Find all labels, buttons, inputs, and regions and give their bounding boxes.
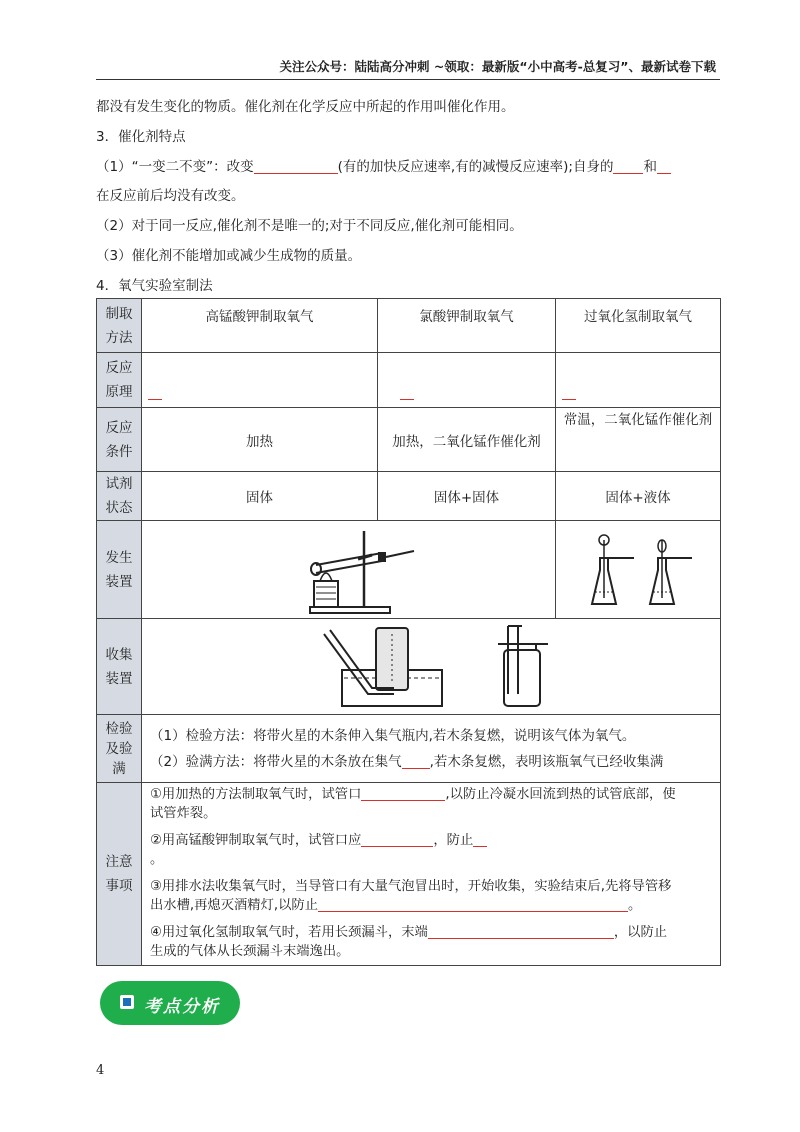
text: 。 [628,898,642,913]
text: ，防止 [433,833,474,848]
row-label: 注意事项 [97,783,142,966]
fill-blank[interactable] [254,159,338,174]
fill-blank[interactable] [318,897,628,912]
text: 和 [643,159,657,175]
section-3-item-2: （2）对于同一反应,催化剂不是唯一的;对于不同反应,催化剂可能相同。 [96,218,523,234]
check-full-line [150,749,712,775]
oxygen-prep-table [96,298,721,966]
notes-cell [142,783,721,966]
text: 出水槽,再熄灭酒精灯,以防止 [150,898,319,913]
table-cell: 加热 [142,408,378,472]
fill-blank[interactable] [428,924,614,939]
check-method-line: （1）检验方法：将带火星的木条伸入集气瓶内,若木条复燃，说明该气体为氧气。 [150,727,636,744]
row-label: 制取方法 [97,299,142,353]
text: ,以防止冷凝水回流到热的试管底部，使 [445,787,676,802]
text: ②用高锰酸钾制取氧气时，试管口应 [150,833,362,848]
row-label: 检验及验满 [97,715,142,783]
table-row [97,472,721,521]
section-3-title: 3．催化剂特点 [96,129,186,145]
fill-blank[interactable] [361,786,445,801]
fill-blank[interactable] [402,754,430,769]
table-row [97,408,721,472]
fill-blank[interactable] [562,397,576,400]
table-cell: 高锰酸钾制取氧气 [142,299,378,353]
fill-blank[interactable] [613,159,643,174]
heating-tube-diagram [292,525,422,615]
row-label: 发生装置 [97,521,142,619]
fill-blank[interactable] [473,832,487,847]
check-methods-cell [142,715,721,783]
table-row [97,715,721,783]
section-3-item-1 [96,157,671,177]
reaction-blank-cell[interactable] [142,353,378,408]
text: ③用排水法收集氧气时，当导管口有大量气泡冒出时，开始收集，实验结束后,先将导管移 [150,879,672,894]
fill-blank[interactable] [148,397,162,400]
flask-apparatus-figure [556,521,721,619]
flask-diagram [578,530,698,610]
text: 生成的气体从长颈漏斗末端逸出。 [150,944,350,959]
exam-analysis-badge [100,981,240,1025]
table-row [97,783,721,966]
intro-line: 都没有发生变化的物质。催化剂在化学反应中所起的作用叫催化作用。 [96,99,515,115]
text: ,若木条复燃，表明该瓶氧气已经收集满 [429,753,664,770]
book-icon [120,995,134,1009]
heating-apparatus-figure [142,521,556,619]
table-row [97,299,721,353]
text: 。 [150,852,164,867]
fill-blank[interactable] [400,397,414,400]
row-label: 收集装置 [97,619,142,715]
text: （2）验满方法：将带火星的木条放在集气 [150,753,402,770]
page-header: 关注公众号：陆陆高分冲刺 ~领取：最新版“小中高考-总复习”、最新试卷下载 [279,59,716,74]
fill-blank[interactable] [361,832,433,847]
table-cell: 固体+液体 [556,472,721,521]
table-cell: 氯酸钾制取氧气 [378,299,556,353]
row-label: 反应条件 [97,408,142,472]
gas-collection-diagram [322,624,582,710]
collection-apparatus-figure [142,619,721,715]
table-cell: 常温，二氧化锰作催化剂 [556,408,721,472]
fill-blank[interactable] [657,159,671,174]
table-cell: 过氧化氢制取氧气 [556,299,721,353]
table-row [97,353,721,408]
text: ，以防止 [613,925,668,940]
section-3-item-1-cont: 在反应前后均没有改变。 [96,188,245,204]
text: ④用过氧化氢制取氧气时，若用长颈漏斗，末端 [150,925,428,940]
text: ①用加热的方法制取氧气时，试管口 [150,787,362,802]
reaction-blank-cell[interactable] [556,353,721,408]
header-divider [96,79,720,80]
text: 试管炸裂。 [150,806,217,821]
row-label: 试剂状态 [97,472,142,521]
text: (有的加快反应速率,有的减慢反应速率);自身的 [337,159,614,175]
table-row [97,619,721,715]
badge-label: 考点分析 [144,997,220,1017]
page-number: 4 [96,1063,105,1078]
reaction-blank-cell[interactable] [378,353,556,408]
table-row [97,521,721,619]
section-3-item-3: （3）催化剂不能增加或减少生成物的质量。 [96,248,362,264]
row-label: 反应原理 [97,353,142,408]
table-cell: 加热，二氧化锰作催化剂 [378,408,556,472]
table-cell: 固体 [142,472,378,521]
table-cell: 固体+固体 [378,472,556,521]
section-4-title: 4．氧气实验室制法 [96,278,213,294]
text: （1）“一变二不变”：改变 [96,159,254,175]
